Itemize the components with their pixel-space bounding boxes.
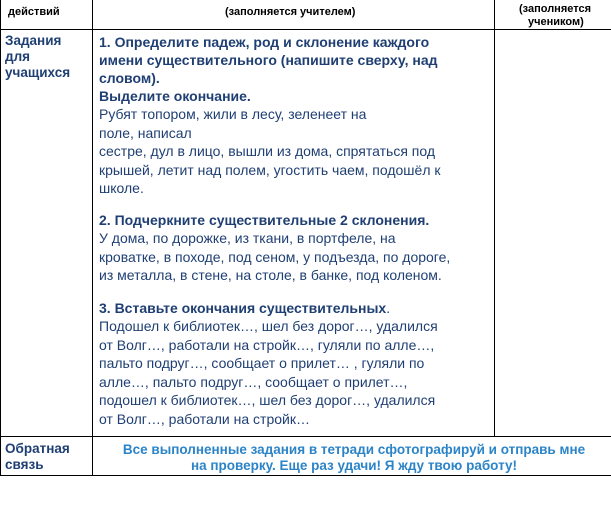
task-3-body-line: от Волг…, работали на стройк…	[99, 410, 310, 427]
task-1-body-line: поле, написал	[99, 124, 192, 141]
task-1-body-line: сестре, дул в лицо, вышли из дома, спрятаться под	[99, 143, 436, 159]
row-label-feedback	[5, 441, 70, 473]
header-col1: действий	[8, 6, 60, 18]
task-3-body-line: от Волг…, работали на стройк…, гуляли по алле…,	[99, 336, 435, 353]
task-3-body-line: Подошел к библиотек…, шел без дорог…, удалился	[99, 318, 438, 334]
task-3-body-line: алле…, пальто подруг…, сообщает о прилет…,	[99, 373, 408, 390]
header-col3-line2: учеником)	[528, 16, 584, 28]
task-2-body-line: кроватке, в походе, под сеном, у подъезда, по дороге,	[99, 248, 451, 265]
column-divider-1	[92, 0, 93, 475]
header-col3-line1: (заполняется	[519, 3, 591, 15]
feedback-line: на проверку. Еще раз удачи! Я жду твою работу!	[190, 458, 518, 473]
task-1-body-line: школе.	[99, 180, 144, 196]
task-3	[99, 299, 491, 428]
table-border-left	[0, 0, 1, 475]
row-label-tasks-line: учащихся	[5, 65, 71, 80]
row-label-tasks-line: Задания	[5, 33, 62, 48]
task-1-title-line: имени существительного (напишите сверху, над	[99, 52, 438, 68]
task-1-body-line: Рубят топором, жили в лесу, зеленеет на	[99, 106, 367, 122]
task-3-body-line: подошел к библиотек…, шел без дорог…, удалился	[99, 392, 436, 408]
task-3-title-text: 3. Вставьте окончания существительных	[99, 300, 387, 316]
table-border-bottom	[0, 475, 611, 476]
task-1-title-line: словом).	[99, 70, 160, 86]
column-divider-2	[494, 0, 495, 436]
task-3-title	[99, 299, 491, 317]
task-2-body-line: У дома, по дорожке, из ткани, в портфеле, на	[99, 230, 396, 246]
row-label-tasks	[5, 33, 70, 81]
header-col2: (заполняется учителем)	[225, 6, 356, 18]
task-1-subtitle: Выделите окончание.	[99, 88, 251, 104]
task-2	[99, 211, 491, 285]
task-2-body-line: из металла, в стене, на столе, в банке, под коленом.	[99, 267, 442, 283]
task-3-body-line: пальто подруг…, сообщает о прилет… , гуляли по	[99, 355, 425, 371]
feedback-instruction	[100, 442, 608, 474]
row-label-feedback-line: Обратная	[5, 441, 70, 456]
feedback-line: Все выполненные задания в тетради сфотографируй и отправь мне	[122, 442, 586, 457]
task-2-title: 2. Подчеркните существительные 2 склонения.	[99, 212, 430, 228]
feedback-row-divider	[0, 436, 611, 437]
header-row-divider	[0, 29, 611, 30]
task-1	[99, 33, 491, 198]
row-label-tasks-line: для	[5, 49, 31, 64]
task-1-title-line: 1. Определите падеж, род и склонение каждого	[99, 34, 430, 50]
row-label-feedback-line: связь	[5, 457, 44, 472]
task-3-title-period: .	[386, 300, 391, 316]
task-1-body-line: крышей, летит над полем, угостить чаем, подошёл к	[99, 161, 441, 178]
